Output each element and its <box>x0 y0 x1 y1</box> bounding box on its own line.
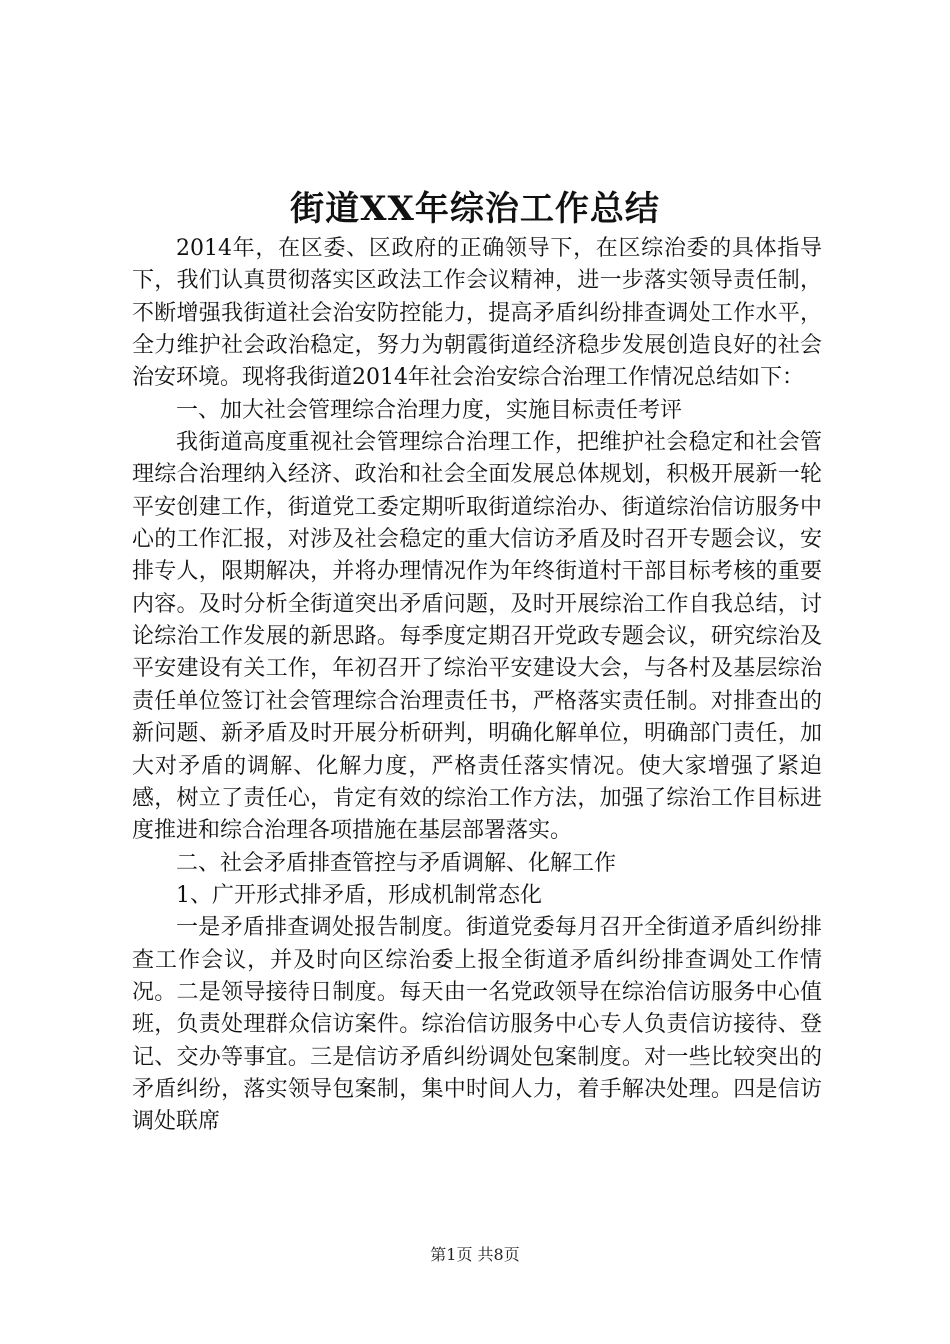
subsection-heading-1: 1、广开形式排矛盾，形成机制常态化 <box>176 882 542 908</box>
section-heading-1: 一、加大社会管理综合治理力度，实施目标责任考评 <box>176 397 683 423</box>
page-footer: 第1页 共8页 <box>430 1245 520 1264</box>
section-heading-2: 二、社会矛盾排查管控与矛盾调解、化解工作 <box>176 850 617 876</box>
paragraph-subsection-1: 一是矛盾排查调处报告制度。街道党委每月召开全街道矛盾纠纷排查工作会议，并及时向区综治委上报全街道矛盾纠纷排查调处工作情况。二是领导接待日制度。每天由一名党政领导在综治信访服务中心值班，负责处理群众信访案件。综治信访服务中心专人负责信访接待、登记、交办等事宜。三是信访矛盾纠纷调处包案制度。对一些比较突出的矛盾纠纷，落实领导包案制，集中时间人力，着手解决处理。四是信访调处联席 <box>132 915 822 1135</box>
paragraph-intro: 2014年，在区委、区政府的正确领导下，在区综治委的具体指导下，我们认真贯彻落实区政法工作会议精神，进一步落实领导责任制，不断增强我街道社会治安防控能力，提高矛盾纠纷排查调处工作水平，全力维护社会政治稳定，努力为朝霞街道经济稳步发展创造良好的社会治安环境。现将我街道2014年社会治安综合治理工作情况总结如下： <box>132 236 822 391</box>
document-title: 街道XX年综治工作总结 <box>290 189 660 229</box>
paragraph-section-1: 我街道高度重视社会管理综合治理工作，把维护社会稳定和社会管理综合治理纳入经济、政治和社会全面发展总体规划，积极开展新一轮平安创建工作，街道党工委定期听取街道综治办、街道综治信访服务中心的工作汇报，对涉及社会稳定的重大信访矛盾及时召开专题会议，安排专人，限期解决，并将办理情况作为年终街道村干部目标考核的重要内容。及时分析全街道突出矛盾问题，及时开展综治工作自我总结，讨论综治工作发展的新思路。每季度定期召开党政专题会议，研究综治及平安建设有关工作，年初召开了综治平安建设大会，与各村及基层综治责任单位签订社会管理综合治理责任书，严格落实责任制。对排查出的新问题、新矛盾及时开展分析研判，明确化解单位，明确部门责任，加大对矛盾的调解、化解力度，严格责任落实情况。使大家增强了紧迫感，树立了责任心，肯定有效的综治工作方法，加强了综治工作目标进度推进和综合治理各项措施在基层部署落实。 <box>132 430 822 844</box>
document-body <box>132 233 822 1139</box>
